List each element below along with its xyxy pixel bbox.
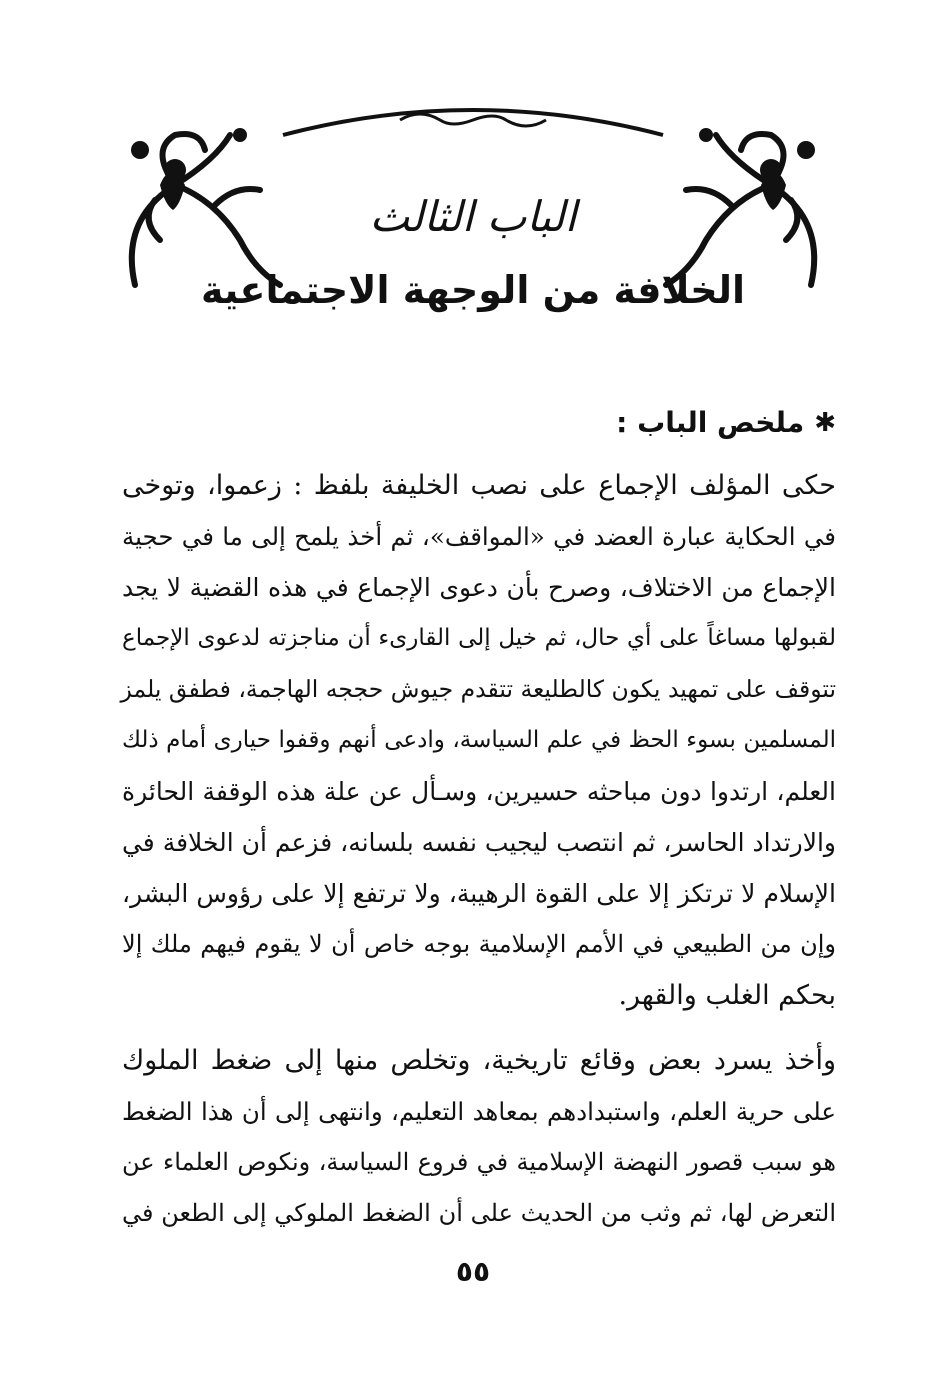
chapter-label: الباب الثالث: [369, 192, 577, 241]
text-line: وأخذ يسرد بعض وقائع تاريخية، وتخلص منها إلى ضغط الملوك: [122, 1045, 836, 1076]
paragraph: [122, 1035, 836, 1239]
body-text: [122, 460, 836, 1239]
text-line: على حرية العلم، واستبدادهم بمعاهد التعليم، وانتهى إلى أن هذا الضغط: [122, 1097, 836, 1126]
text-line: المسلمين بسوء الحظ في علم السياسة، وادعى أنهم وقفوا حيارى أمام ذلك: [122, 727, 836, 753]
summary-heading: [616, 406, 836, 439]
text-line: الإسلام لا ترتكز إلا على القوة الرهيبة، ولا ترتفع إلا على رؤوس البشر،: [122, 879, 836, 908]
text-line: العلم، ارتدوا دون مباحثه حسيرين، وسـأل عن علة هذه الوقفة الحائرة: [122, 777, 836, 806]
text-line: هو سبب قصور النهضة الإسلامية في فروع السياسة، ونكوص العلماء عن: [122, 1148, 836, 1176]
text-line: وإن من الطبيعي في الأمم الإسلامية بوجه خاص أن لا يقوم فيهم ملك إلا: [122, 930, 836, 958]
text-line: التعرض لها، ثم وثب من الحديث على أن الضغط الملوكي إلى الطعن في: [122, 1199, 836, 1227]
summary-heading-text: ملخص الباب :: [616, 406, 805, 439]
text-line: تتوقف على تمهيد يكون كالطليعة تتقدم جيوش حججه الهاجمة، فطفق يلمز: [120, 675, 836, 703]
page-number: ٥٥: [455, 1255, 491, 1288]
text-line: لقبولها مساغاً على أي حال، ثم خيل إلى القارىء أن مناجزته لدعوى الإجماع: [122, 625, 836, 651]
text-line: الإجماع من الاختلاف، وصرح بأن دعوى الإجماع في هذه القضية لا يجد: [122, 573, 836, 602]
paragraph: [122, 460, 836, 1021]
ornament-top-arc: [283, 110, 663, 135]
text-line: في الحكاية عبارة العضد في «المواقف»، ثم أخذ يلمح إلى ما في حجية: [122, 522, 836, 551]
chapter-title: الخلافة من الوجهة الاجتماعية: [201, 268, 745, 312]
text-line: حكى المؤلف الإجماع على نصب الخليفة بلفظ : زعموا، وتوخى: [122, 470, 836, 501]
text-line: بحكم الغلب والقهر.: [618, 980, 836, 1011]
asterisk-icon: ✱: [814, 407, 836, 438]
text-line: والارتداد الحاسر، ثم انتصب ليجيب نفسه بلسانه، فزعم أن الخلافة في: [121, 828, 836, 857]
